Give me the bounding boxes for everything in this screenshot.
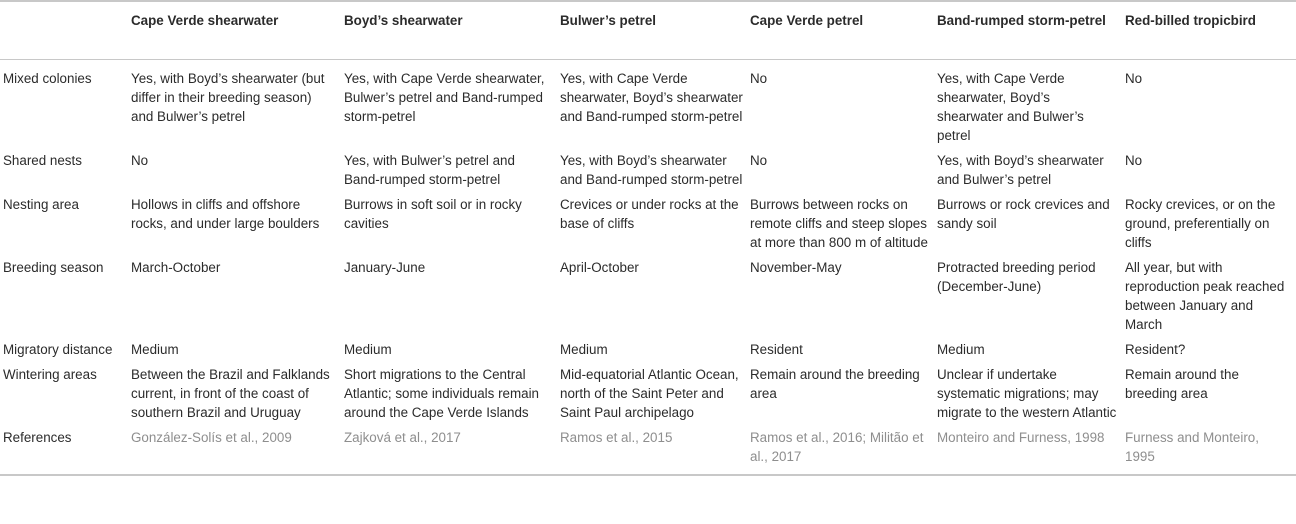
table-cell: Yes, with Bulwer’s petrel and Band-rumped storm-petrel [344,153,515,187]
table-cell: No [1125,153,1143,168]
table-cell: November-May [750,260,842,275]
table-row-mixed-colonies [0,60,1296,150]
row-label: Nesting area [3,197,79,212]
table-row-references [0,426,1296,475]
table-row-nesting-area [0,193,1296,256]
table-cell: No [1125,71,1143,86]
table-body [0,60,1296,476]
reference-link[interactable]: Furness and Monteiro, 1995 [1122,426,1296,475]
table-cell: Resident? [1125,342,1186,357]
table-cell: Yes, with Boyd’s shearwater and Band-rumped storm-petrel [560,153,743,187]
header-row [0,1,1296,60]
table-cell: Unclear if undertake systematic migrations; may migrate to the western Atlantic [937,367,1117,420]
table-cell: Yes, with Boyd’s shearwater and Bulwer’s petrel [937,153,1104,187]
reference-link[interactable]: Monteiro and Furness, 1998 [934,426,1122,475]
table-cell: Mid-equatorial Atlantic Ocean, north of the Saint Peter and Saint Paul archipelago [560,367,739,420]
table-cell: Yes, with Cape Verde shearwater, Boyd’s shearwater and Bulwer’s petrel [937,71,1084,143]
table-cell: Yes, with Boyd’s shearwater (but differ in their breeding season) and Bulwer’s petrel [131,71,325,124]
table-cell: Resident [750,342,803,357]
header-cape-verde-petrel: Cape Verde petrel [747,1,934,60]
table-cell: All year, but with reproduction peak reached between January and March [1125,260,1285,332]
table-cell: Medium [560,342,608,357]
header-cape-verde-shearwater: Cape Verde shearwater [128,1,341,60]
table-cell: No [750,71,768,86]
table-cell: No [131,153,149,168]
reference-link[interactable]: Zajková et al., 2017 [341,426,557,475]
table-cell: Yes, with Cape Verde shearwater, Boyd’s shearwater and Band-rumped storm-petrel [560,71,743,124]
table-cell: Crevices or under rocks at the base of cliffs [560,197,739,231]
header-corner [0,1,128,60]
table-row-migratory-distance [0,338,1296,363]
table-cell: April-October [560,260,639,275]
table-cell: January-June [344,260,426,275]
table-cell: Medium [344,342,392,357]
table-cell: Medium [131,342,179,357]
header-boyds-shearwater: Boyd’s shearwater [341,1,557,60]
table-cell: Burrows between rocks on remote cliffs and steep slopes at more than 800 m of altitude [750,197,928,250]
row-label: Shared nests [3,153,82,168]
table-cell: No [750,153,768,168]
row-label: Breeding season [3,260,104,275]
table-cell: Burrows or rock crevices and sandy soil [937,197,1110,231]
row-label: Mixed colonies [3,71,92,86]
table-header [0,1,1296,60]
table-cell: Short migrations to the Central Atlantic; some individuals remain around the Cape Verde Islands [344,367,539,420]
reference-link[interactable]: González-Solís et al., 2009 [128,426,341,475]
row-label: Migratory distance [3,342,113,357]
reference-link[interactable]: Ramos et al., 2016; Militão et al., 2017 [747,426,934,475]
table-row-shared-nests [0,149,1296,193]
header-band-rumped-storm-petrel: Band-rumped storm-petrel [934,1,1122,60]
table-row-breeding-season [0,256,1296,338]
table-cell: Between the Brazil and Falklands current, in front of the coast of southern Brazil and Uruguay [131,367,330,420]
header-bulwers-petrel: Bulwer’s petrel [557,1,747,60]
reference-link[interactable]: Ramos et al., 2015 [557,426,747,475]
row-label: References [0,426,128,475]
table-cell: Rocky crevices, or on the ground, preferentially on cliffs [1125,197,1276,250]
table-cell: Hollows in cliffs and offshore rocks, and under large boulders [131,197,320,231]
table-cell: March-October [131,260,221,275]
row-label: Wintering areas [3,367,97,382]
table-cell: Yes, with Cape Verde shearwater, Bulwer’s petrel and Band-rumped storm-petrel [344,71,545,124]
table-cell: Medium [937,342,985,357]
table-cell: Remain around the breeding area [1125,367,1239,401]
header-red-billed-tropicbird: Red-billed tropicbird [1122,1,1296,60]
table-row-wintering-areas [0,363,1296,426]
table-cell: Burrows in soft soil or in rocky cavities [344,197,522,231]
table-cell: Protracted breeding period (December-June) [937,260,1096,294]
table-cell: Remain around the breeding area [750,367,920,401]
